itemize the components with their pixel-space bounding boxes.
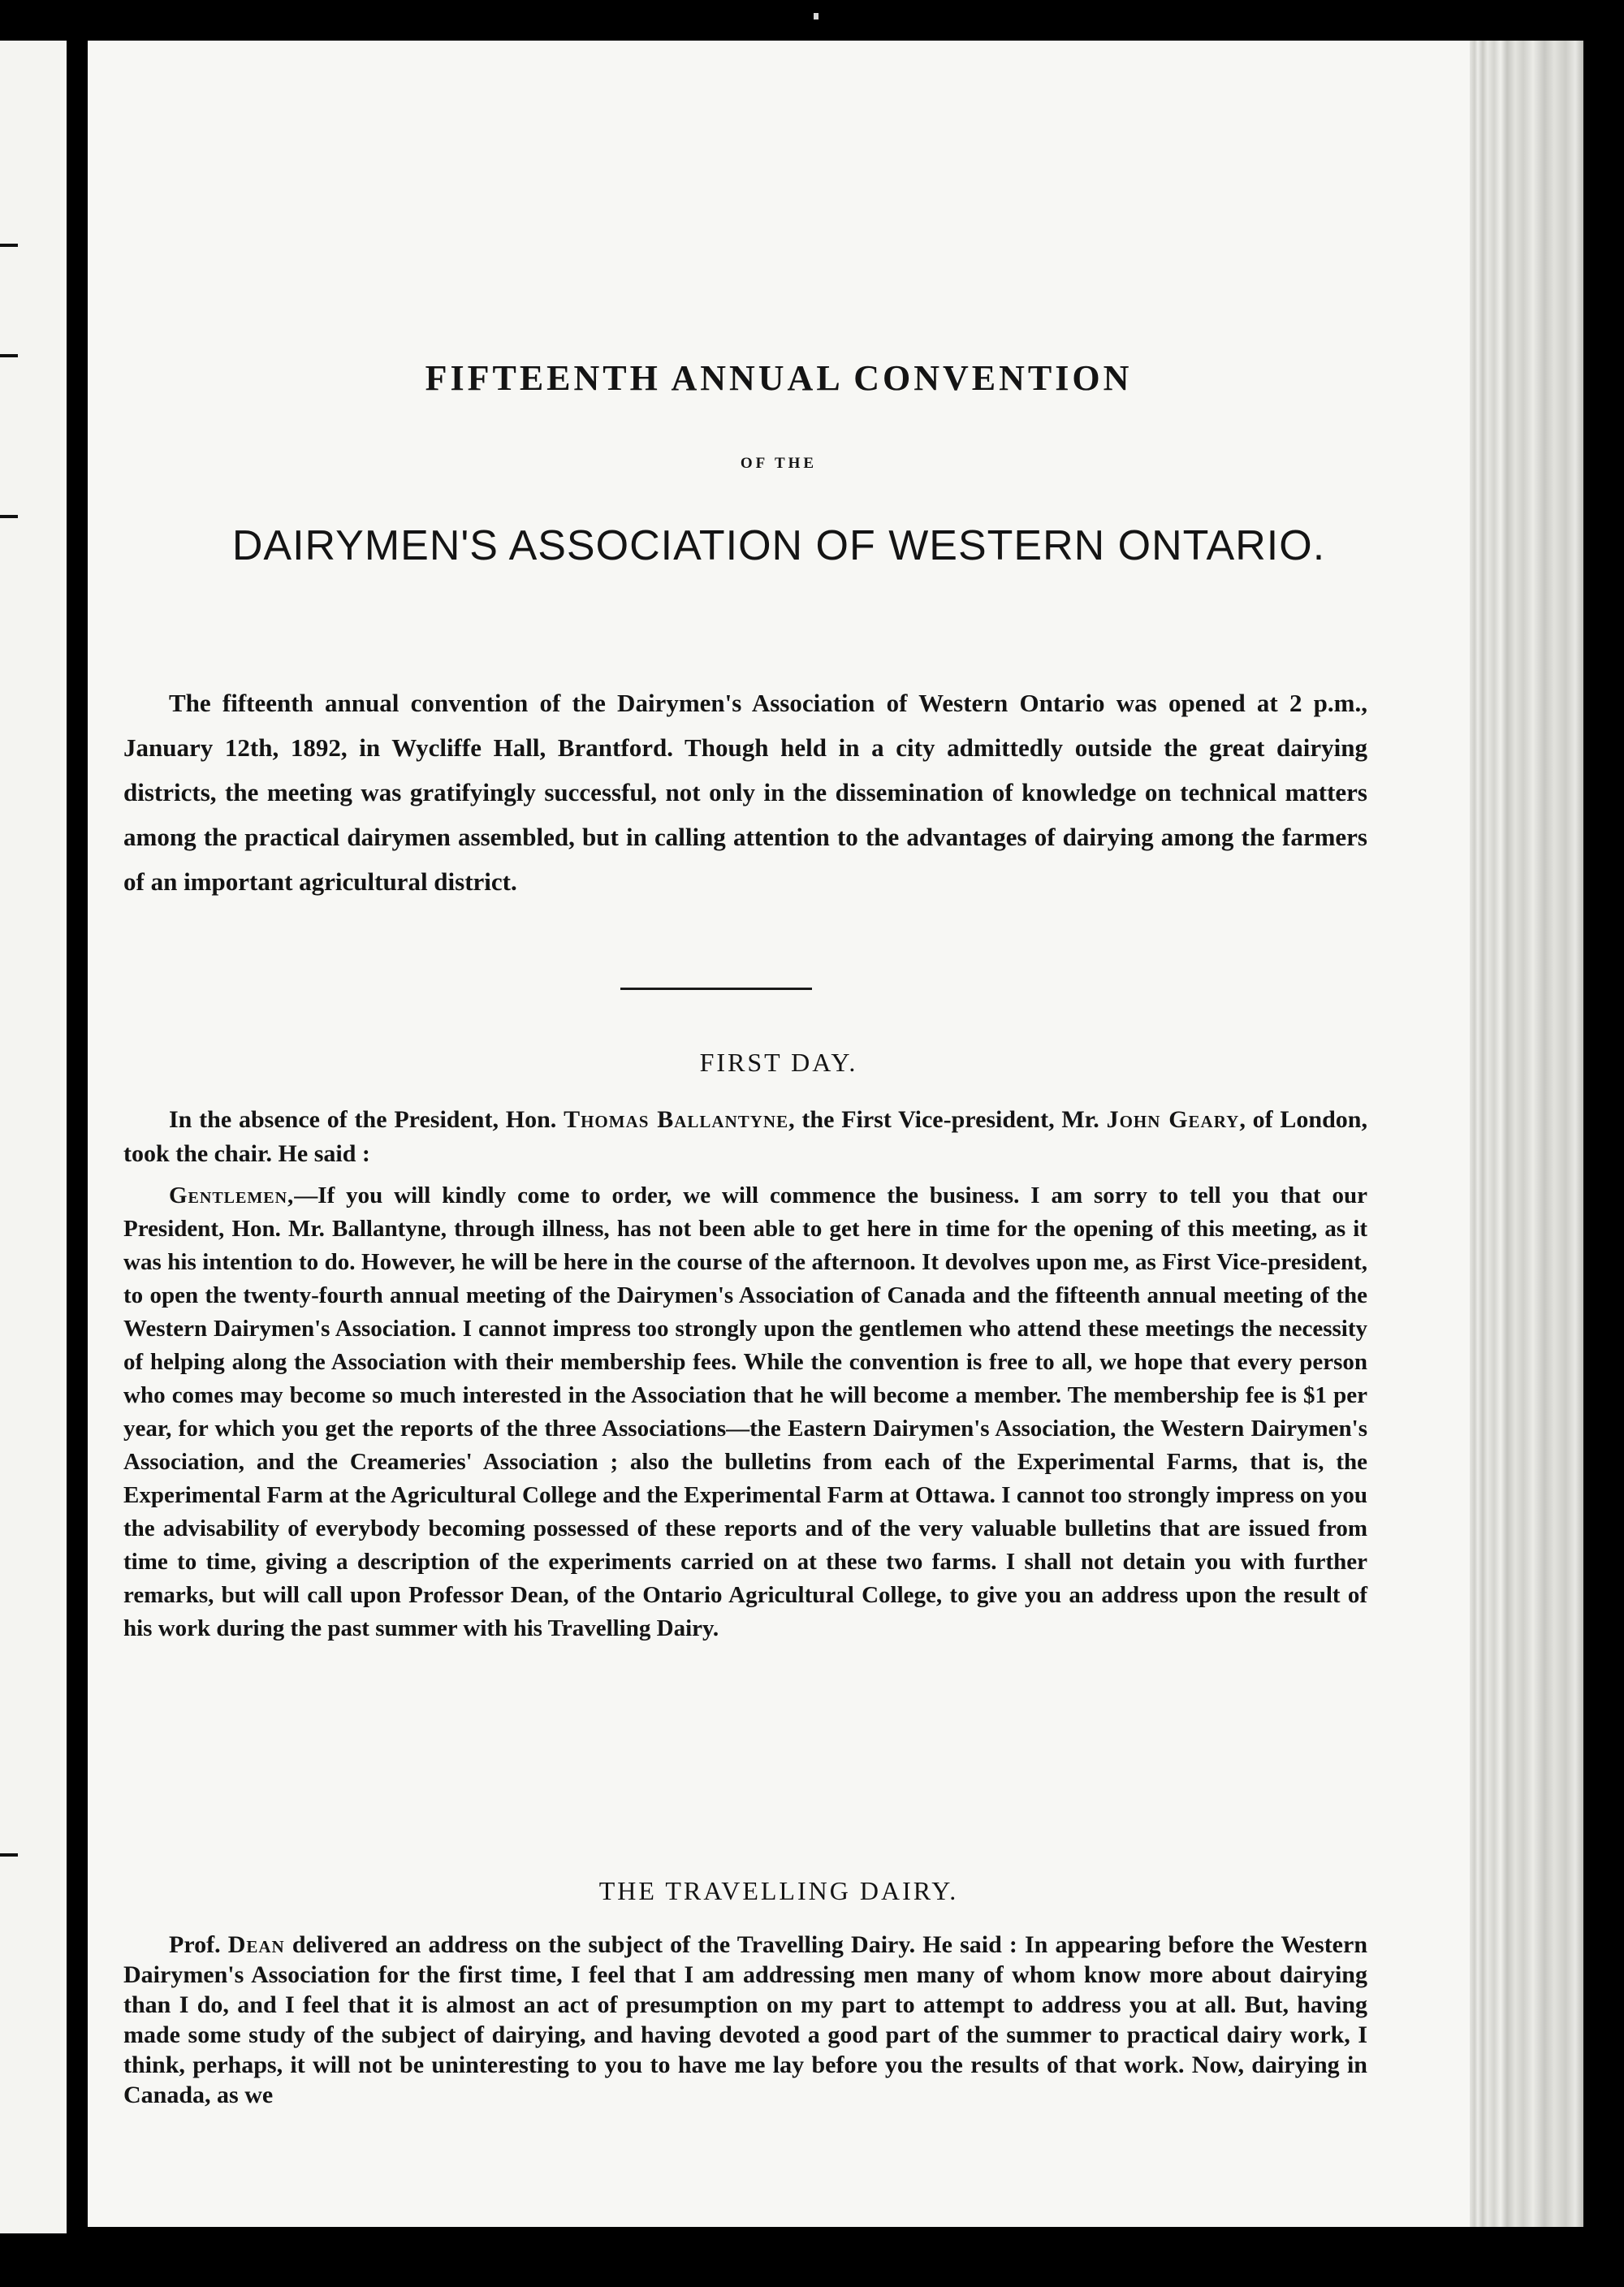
chairman-speech-paragraph [123,1179,1367,1645]
vice-president-name: John Geary [1106,1106,1240,1133]
edge-mark [0,1853,18,1857]
speaker-name: Dean [227,1931,285,1958]
intro-text-a: In the absence of the President, Hon. [169,1106,564,1133]
speech-salutation: Gentlemen, [169,1182,295,1208]
book-gutter [67,49,88,2225]
first-day-intro-paragraph [123,1103,1367,1171]
speaker-prefix: Prof. [169,1931,228,1958]
section-heading-travelling-dairy: THE TRAVELLING DAIRY. [598,1876,959,1905]
document-title: FIFTEENTH ANNUAL CONVENTION [425,358,1133,398]
edge-mark [0,244,18,247]
speech-text: —If you will kindly come to order, we will commence the business. I am sorry to tell you that our President, Hon. Mr. Ballantyne, through illness, has not been able to get here in time for the opening of this meeting, as it was his intention to do. However, he will be here in the course of the afternoon. It devolves upon me, as First Vice-president, to open the twenty-fourth annual meeting of the Dairymen's Association of Canada and the fifteenth annual meeting of the Western Dairymen's Association. I cannot impress too strongly upon the gentlemen who attend these meetings the necessity of helping along the Association with their membership fees. While the convention is free to all, we hope that every person who comes may become so much interested in the Association that he will become a member. The membership fee is $1 per year, for which you get the reports of the three Associations—the Eastern Dairymen's Association, the Western Dairymen's Association, and the Creameries' Association ; also the bulletins from each of the Experimental Farms, that is, the Experimental Farm at the Agricultural College and the Experimental Farm at Ottawa. I cannot too strongly impress on you the advisability of everybody becoming possessed of these reports and of the very valuable bulletins that are issued from time to time, giving a description of the experiments carried on at these two farms. I shall not detain you with further remarks, but will call upon Professor Dean, of the Ontario Agricultural College, to give you an address upon the result of his work during the past summer with his Travelling Dairy. [123,1182,1367,1641]
president-name: Thomas Ballantyne [564,1106,789,1133]
intro-text-b: , the First Vice-president, Mr. [788,1106,1107,1133]
intro-text-c: , of London, took the chair. He said : [123,1106,1367,1167]
scan-speck [814,13,818,19]
edge-mark [0,515,18,518]
association-title: DAIRYMEN'S ASSOCIATION OF WESTERN ONTARIO. [231,522,1326,569]
page-stack-edge [1470,41,1583,2227]
intro-paragraph: The fifteenth annual convention of the Dairymen's Association of Western Ontario was opened at 2 p.m., January 12th, 1892, in Wycliffe Hall, Brantford. Though held in a city admittedly outside the great dairying districts, the meeting was gratifyingly successful, not only in the dissemination of knowledge on technical matters among the practical dairymen assembled, but in calling attention to the advantages of dairying among the farmers of an important agricultural district. [123,689,1367,896]
travelling-dairy-paragraph [123,1930,1367,2110]
edge-mark [0,354,18,357]
title-connector: OF THE [740,455,818,472]
book-page [88,41,1470,2227]
left-page-edge [0,41,67,2233]
section-divider [620,988,812,990]
travelling-dairy-text: delivered an address on the subject of the Travelling Dairy. He said : In appearing before the Western Dairymen's Association for the first time, I feel that I am addressing men many of whom know more about dairying than I do, and I feel that it is almost an act of presumption on my part to attempt to address you at all. But, having made some study of the subject of dairying, and having devoted a good part of the summer to practical dairy work, I think, perhaps, it will not be uninteresting to you to have me lay before you the results of that work. Now, dairying in Canada, as we [123,1931,1368,2108]
section-heading-first-day: FIRST DAY. [699,1048,858,1077]
